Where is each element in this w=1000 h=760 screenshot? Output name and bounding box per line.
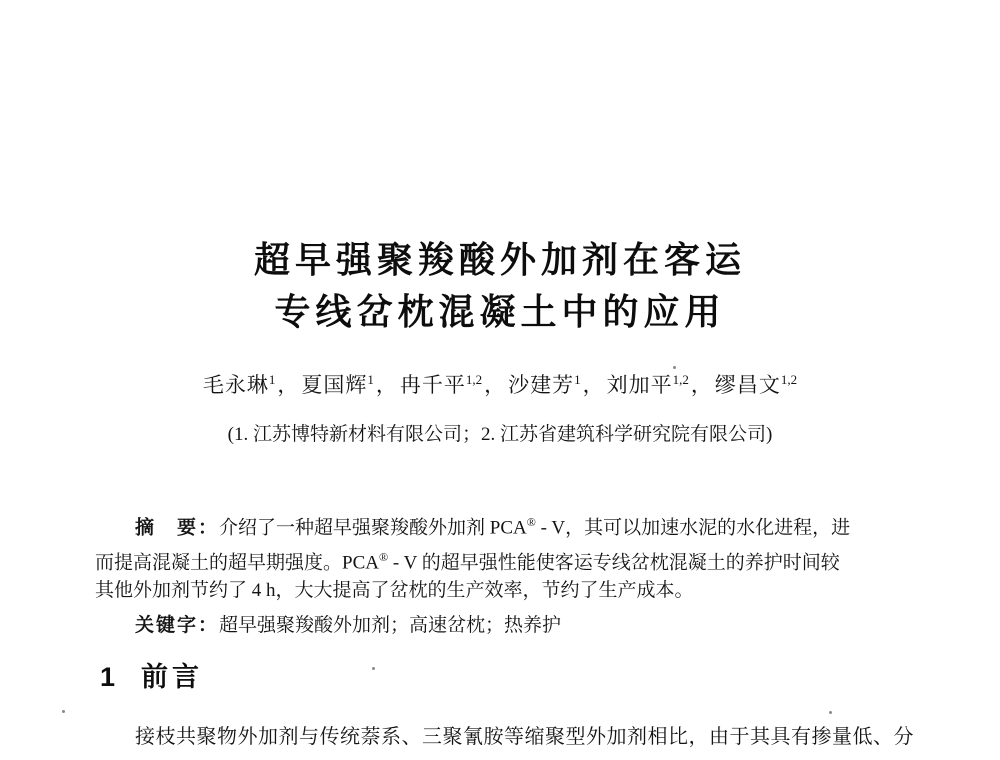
body-paragraph: 接枝共聚物外加剂与传统萘系、三聚氰胺等缩聚型外加剂相比，由于其具有掺量低、分 xyxy=(135,726,914,748)
author xyxy=(301,373,400,397)
author-name: 夏国辉 xyxy=(301,373,368,397)
registered-trademark-symbol: ® xyxy=(378,549,389,564)
scan-speck xyxy=(673,366,676,369)
author-affil-superscript: 1 xyxy=(367,372,374,387)
abstract-text: - V，其可以加速水泥的水化进程，进 xyxy=(535,517,851,539)
abstract-line-3: 其他外加剂节约了 4 h，大大提高了岔枕的生产效率，节约了生产成本。 xyxy=(95,580,694,601)
author-affil-superscript: 1,2 xyxy=(465,372,483,387)
author-name: 刘加平 xyxy=(606,373,673,397)
author xyxy=(400,373,508,397)
scan-speck xyxy=(829,711,832,714)
author-name: 缪昌文 xyxy=(714,373,781,397)
author-name: 冉千平 xyxy=(399,373,466,397)
paper-title-line1: 超早强聚羧酸外加剂在客运 xyxy=(253,239,746,280)
author-affil-superscript: 1,2 xyxy=(780,372,798,387)
abstract-text: - V 的超早强性能使客运专线岔枕混凝土的养护时间较 xyxy=(388,551,840,573)
author-affil-superscript: 1,2 xyxy=(672,372,689,387)
abstract-block xyxy=(95,505,905,643)
abstract-label: 摘 要： xyxy=(135,517,220,539)
keywords-line xyxy=(95,609,905,644)
abstract-line-2 xyxy=(95,540,905,575)
section-title: 前言 xyxy=(141,662,204,692)
scan-speck xyxy=(62,710,65,713)
author-name: 毛永琳 xyxy=(202,373,269,397)
author xyxy=(508,373,607,397)
paper-title-line2: 专线岔枕混凝土中的应用 xyxy=(274,291,726,332)
paper-title xyxy=(0,234,1000,338)
authors-line xyxy=(0,363,1000,402)
author-affil-superscript: 1 xyxy=(268,372,276,387)
author-name: 沙建芳 xyxy=(508,373,575,397)
abstract-text: 而提高混凝土的超早期强度。PCA xyxy=(95,551,379,573)
author-separator: ， xyxy=(484,373,507,397)
author-affil-superscript: 1 xyxy=(574,372,581,387)
author-separator: ， xyxy=(690,373,713,397)
author xyxy=(203,373,302,397)
abstract-text: 介绍了一种超早强聚羧酸外加剂 PCA xyxy=(219,517,527,539)
abstract-line-1 xyxy=(95,505,905,540)
author-separator: ， xyxy=(277,373,300,397)
author xyxy=(607,373,715,397)
section-heading xyxy=(100,660,203,694)
registered-trademark-symbol: ® xyxy=(526,515,536,529)
affiliation-line: (1. 江苏博特新材料有限公司；2. 江苏省建筑科学研究院有限公司) xyxy=(227,424,773,445)
author-separator: ， xyxy=(375,373,398,397)
keywords-label: 关键字： xyxy=(135,614,220,636)
author xyxy=(715,373,797,397)
section-number: 1 xyxy=(100,662,116,692)
keywords-text: 超早强聚羧酸外加剂；高速岔枕；热养护 xyxy=(219,614,562,636)
scan-speck xyxy=(372,667,375,670)
author-separator: ， xyxy=(582,373,605,397)
